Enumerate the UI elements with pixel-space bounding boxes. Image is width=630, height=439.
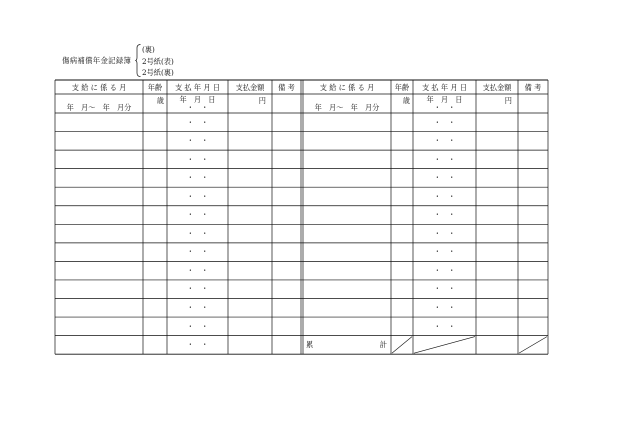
date-separator: ・ ・ (433, 247, 456, 257)
date-separator: ・ ・ (433, 136, 456, 146)
strike-diagonal (392, 337, 412, 354)
header-pay-date: 支 払 年 月 日 (421, 83, 468, 92)
date-separator: ・ ・ (433, 321, 456, 331)
title-option: (裏) (142, 45, 155, 54)
header-remarks: 備 考 (278, 83, 295, 92)
unit-date: 年 月 日 (426, 95, 463, 105)
date-separator: ・ ・ (186, 340, 209, 350)
unit-age: 歳 (156, 95, 164, 105)
header-age: 年齢 (147, 83, 163, 92)
date-separator: ・ ・ (186, 103, 209, 112)
unit-month-range: 年 月～ 年 月分 (66, 102, 132, 112)
unit-yen: 円 (258, 95, 266, 105)
strike-diagonal (414, 337, 475, 354)
total-label: 累 (306, 340, 314, 350)
header-month: 支 給 に 係 る 月 (319, 83, 375, 92)
date-separator: ・ ・ (186, 173, 209, 183)
header-pay-date: 支 払 年 月 日 (174, 83, 221, 92)
date-separator: ・ ・ (433, 265, 456, 275)
date-separator: ・ ・ (186, 284, 209, 294)
strike-diagonal (519, 337, 547, 354)
date-separator: ・ ・ (433, 117, 456, 127)
date-separator: ・ ・ (186, 154, 209, 164)
total-label-end: 計 (379, 340, 387, 350)
date-separator: ・ ・ (433, 228, 456, 238)
unit-age: 歳 (402, 95, 410, 105)
unit-date: 年 月 日 (179, 95, 216, 105)
date-separator: ・ ・ (433, 191, 456, 201)
date-separator: ・ ・ (186, 210, 209, 220)
date-separator: ・ ・ (186, 303, 209, 312)
header-amount: 支払金額 (235, 83, 265, 92)
date-separator: ・ ・ (433, 103, 456, 112)
date-separator: ・ ・ (433, 173, 456, 183)
date-separator: ・ ・ (186, 247, 209, 257)
title-option: 2号紙(裏) (142, 68, 174, 78)
form-title: 傷病補償年金記録簿 (62, 56, 132, 65)
unit-yen: 円 (504, 95, 512, 105)
date-separator: ・ ・ (186, 191, 209, 201)
header-remarks: 備 考 (524, 83, 542, 92)
date-separator: ・ ・ (433, 303, 456, 312)
date-separator: ・ ・ (186, 321, 209, 331)
date-separator: ・ ・ (186, 136, 209, 146)
header-amount: 支払金額 (482, 83, 512, 92)
header-month: 支 給 に 係 る 月 (71, 83, 127, 92)
header-age: 年齢 (394, 83, 410, 92)
date-separator: ・ ・ (433, 154, 456, 164)
date-separator: ・ ・ (433, 284, 456, 294)
date-separator: ・ ・ (186, 228, 209, 238)
title-option: 2号紙(表) (142, 56, 174, 66)
date-separator: ・ ・ (433, 210, 456, 220)
unit-month-range: 年 月～ 年 月分 (314, 102, 380, 112)
date-separator: ・ ・ (186, 265, 209, 275)
date-separator: ・ ・ (186, 117, 209, 127)
